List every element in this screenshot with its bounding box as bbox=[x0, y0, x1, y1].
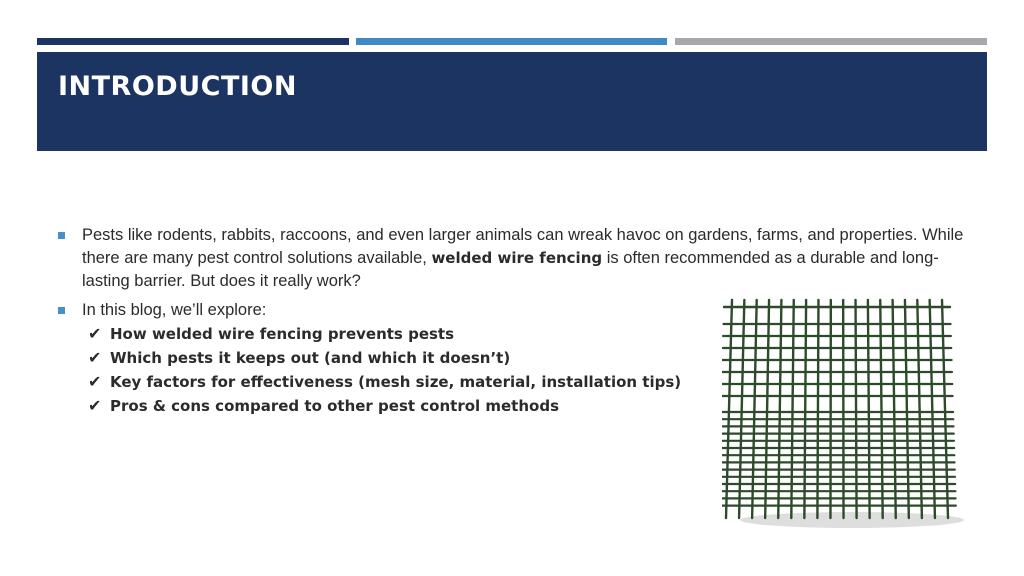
check-icon: ✔ bbox=[88, 324, 102, 343]
fence-vertical-wire bbox=[765, 300, 769, 518]
fence-vertical-wire bbox=[778, 300, 781, 518]
fence-vertical-wire bbox=[868, 300, 870, 518]
square-bullet-icon bbox=[58, 307, 65, 314]
fence-vertical-wire bbox=[893, 300, 896, 518]
fence-vertical-wire bbox=[905, 300, 909, 518]
fence-vertical-wire bbox=[739, 300, 744, 518]
square-bullet-icon bbox=[58, 232, 65, 239]
fence-vertical-wire bbox=[752, 300, 757, 518]
fence-vertical-wire bbox=[942, 300, 948, 518]
bullet-intro-emphasis: welded wire fencing bbox=[431, 249, 603, 267]
check-list-item-text: Key factors for effectiveness (mesh size, material, installation tips) bbox=[110, 373, 682, 391]
fence-vertical-wire bbox=[856, 300, 857, 518]
fence-vertical-wire bbox=[726, 300, 732, 518]
fence-vertical-wire bbox=[930, 300, 935, 518]
bullet-intro-text-before: Pests like rodents, rabbits, raccoons, and even larger animals can wreak havoc on gardens, farms, and properties. While there are many pest control solutions available, bbox=[82, 226, 964, 267]
check-list-item-text: Which pests it keeps out (and which it doesn’t) bbox=[110, 349, 511, 367]
title-band bbox=[37, 52, 987, 151]
accent-bar-light bbox=[675, 38, 987, 45]
check-icon: ✔ bbox=[88, 396, 102, 415]
check-list-item-text: How welded wire fencing prevents pests bbox=[110, 325, 455, 343]
slide-title: INTRODUCTION bbox=[58, 71, 297, 102]
accent-bar-dark bbox=[37, 38, 349, 45]
fence-vertical-wire bbox=[880, 300, 882, 518]
welded-wire-fence-panel-icon bbox=[722, 298, 965, 534]
accent-bar-mid bbox=[356, 38, 667, 45]
fence-vertical-wire bbox=[791, 300, 793, 518]
check-icon: ✔ bbox=[88, 348, 102, 367]
check-icon: ✔ bbox=[88, 372, 102, 391]
bullet-intro bbox=[58, 224, 968, 293]
bullet-explore-lead: In this blog, we’ll explore: bbox=[82, 301, 267, 319]
check-list-item-text: Pros & cons compared to other pest control methods bbox=[110, 397, 560, 415]
fence-vertical-wire bbox=[817, 300, 818, 518]
fence-shadow bbox=[740, 512, 964, 528]
bullet-intro-text-after: is often recommended as a durable and long-lasting barrier. But does it really work? bbox=[82, 249, 939, 290]
fence-vertical-wire bbox=[804, 300, 806, 518]
welded-wire-fence-image bbox=[722, 298, 965, 534]
fence-vertical-wire bbox=[917, 300, 922, 518]
